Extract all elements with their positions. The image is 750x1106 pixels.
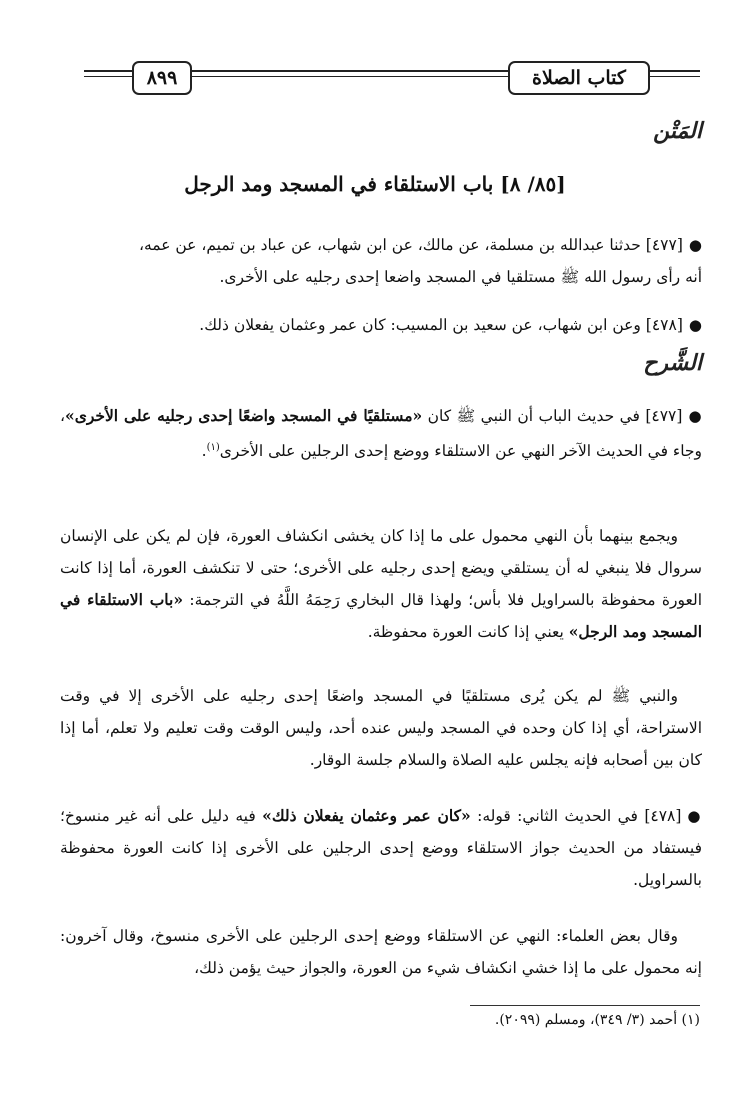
hadith-number: [٤٧٨]: [644, 807, 682, 825]
footnote-ref: (١): [206, 442, 220, 453]
bullet: ●: [687, 807, 702, 825]
matn-477-line1: حدثنا عبدالله بن مسلمة، عن مالك، عن ابن شهاب، عن عباد بن تميم، عن عمه،: [138, 236, 641, 254]
hadith-number: [٤٧٧]: [645, 236, 683, 254]
matn-478-text: وعن ابن شهاب، عن سعيد بن المسيب: كان عمر وعثمان يفعلان ذلك.: [199, 316, 641, 334]
sharh-p3-text: والنبي ﷺ لم يكن يُرى مستلقيًا في المسجد واضعًا إحدى رجليه على الأخرى إلا في وقت الاستراحة، أي إذا كان وحده في المسجد وليس عنده أحد، وليس الوقت وقت تعليم ولا تعلم، أما إذا كان بين أصحابه فإنه يجلس عليه الصلاة والسلام جلسة الوقار.: [60, 687, 702, 769]
sharh-p2-quote: «باب الاستلقاء في المسجد ومد الرجل»: [60, 590, 702, 641]
header-rule-left-bottom: [84, 76, 132, 77]
sharh-paragraph-2: [60, 520, 702, 648]
chapter-name: كتاب الصلاة: [532, 67, 626, 89]
sharh-p4-text1: في الحديث الثاني: قوله:: [477, 807, 638, 825]
header-rule-left-top: [84, 70, 132, 72]
matn-label: المَتْن: [653, 118, 702, 144]
chapter-title: [٨٥/ ٨] باب الاستلقاء في المسجد ومد الرجل: [184, 172, 566, 196]
hadith-number: [٤٧٧]: [645, 407, 683, 425]
hadith-number: [٤٧٨]: [645, 316, 683, 334]
running-header: [0, 0, 750, 110]
sharh-p5-text: وقال بعض العلماء: النهي عن الاستلقاء ووضع إحدى الرجلين على الأخرى منسوخ، وقال آخرون: إنه محمول على ما إذا خشي انكشاف شيء من العورة، والجواز حيث يؤمن ذلك،: [60, 927, 702, 977]
header-rule-middle-bottom: [190, 76, 508, 77]
page-number: ٨٩٩: [146, 67, 178, 89]
bullet: ●: [688, 316, 702, 334]
sharh-paragraph-477: [60, 400, 702, 467]
chapter-box: [508, 61, 650, 95]
sharh-p4-quote: «كان عمر وعثمان يفعلان ذلك»: [262, 806, 471, 825]
sharh-p2-text2: يعني إذا كانت العورة محفوظة.: [367, 623, 564, 641]
header-rule-right-top: [648, 70, 700, 72]
page-number-box: [132, 61, 192, 95]
sharh-p1-quote: «مستلقيًا في المسجد واضعًا إحدى رجليه على الأخرى»: [65, 406, 423, 425]
sharh-p1-text1: في حديث الباب أن النبي ﷺ كان: [427, 407, 640, 425]
sharh-p4-text2: فيه دليل على أنه غير منسوخ؛ فيستفاد من الحديث جواز الاستلقاء ووضع إحدى الرجلين على الأخرى إذا كانت العورة محفوظة بالسراويل.: [60, 807, 702, 889]
footnote-rule: [470, 1005, 700, 1006]
sharh-label: الشَّرح: [643, 350, 702, 376]
sharh-paragraph-3: [60, 680, 702, 776]
footnote: (١) أحمد (٣/ ٣٤٩)، ومسلم (٢٠٩٩).: [494, 1012, 700, 1028]
sharh-paragraph-478: [60, 800, 702, 896]
bullet: ●: [688, 236, 702, 254]
sharh-paragraph-5: [60, 920, 702, 984]
header-rule-right-bottom: [648, 76, 700, 77]
sharh-p2-text1: ويجمع بينهما بأن النهي محمول على ما إذا كان يخشى انكشاف العورة، فإن لم يكن على الإنسان سروال فلا ينبغي له أن يستلقي ويضع إحدى رجليه على الأخرى؛ حتى لا تنكشف العورة، أما إذا كانت العورة محفوظة بالسراويل فلا بأس؛ ولهذا قال البخاري رَحِمَهُ اللَّهُ في الترجمة:: [60, 527, 702, 609]
bullet: ●: [688, 407, 703, 425]
matn-hadith-477: [60, 229, 702, 293]
sharh-p1-end: .: [201, 442, 207, 461]
header-rule-middle-top: [190, 70, 508, 72]
sharh-p1-text2: ، وجاء في الحديث الآخر النهي عن الاستلقاء ووضع إحدى الرجلين على الأخرى: [60, 407, 702, 461]
matn-477-line2: أنه رأى رسول الله ﷺ مستلقيا في المسجد واضعا إحدى رجليه على الأخرى.: [219, 268, 702, 286]
matn-hadith-478: [60, 309, 702, 341]
